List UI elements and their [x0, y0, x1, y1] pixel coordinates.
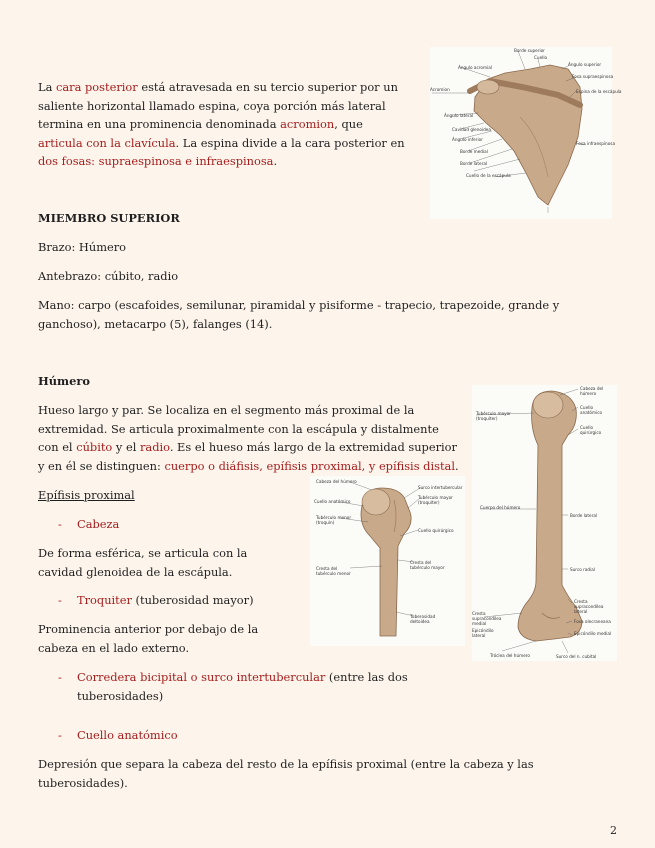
proximal-label-1: Surco intertubercular: [418, 485, 463, 490]
proximal-label-0: Cabeza del húmero: [316, 479, 357, 484]
troquiter-label: Troquiter: [77, 593, 132, 607]
scapula-label-9: Ángulo inferior: [452, 137, 483, 142]
proximal-label-2: Cuello anatómico: [314, 499, 351, 504]
scapula-label-4: Cuello: [534, 55, 548, 60]
page-number: 2: [610, 824, 617, 837]
scapula-label-6: Acromion: [430, 87, 450, 92]
corredera-line: Corredera bicipital o surco intertubercular (entre las dos tuberosidades): [77, 670, 408, 703]
proximal-label-5: Cuello quirúrgico: [418, 528, 454, 533]
full-label-2: Cuello anatómico: [580, 405, 603, 415]
full-label-8: Fosa olecraneana: [574, 619, 611, 624]
proximal-label-3: Tubérculo mayor (troquíter): [418, 495, 453, 505]
term-cara-posterior: cara posterior: [55, 80, 138, 94]
scapula-label-13: Cuello de la escápula: [466, 173, 511, 178]
full-label-4: Cuerpo del húmero: [480, 505, 521, 510]
scapula-label-10: Borde medial: [460, 149, 488, 154]
cuello-desc: Depresión que separa la cabeza del resto de la epífisis proximal (entre la cabeza y las tuberosidades).: [38, 757, 534, 790]
scapula-label-11: Borde lateral: [460, 161, 488, 166]
bullet-corredera: -: [58, 670, 62, 684]
intro-paragraph: La cara posterior está atravesada en su tercio superior por un saliente horizontal llamado espina, coya porción más lateral termina en una prominencia denominada acromion, que articula con la clavícula. La espina divide a la cara posterior en dos fosas: supraespinosa e infraespinosa.: [38, 80, 405, 168]
cabeza-label: Cabeza: [77, 517, 120, 531]
limb-heading: MIEMBRO SUPERIOR: [38, 211, 180, 225]
epifisis-proximal-heading: Epífisis proximal: [38, 488, 135, 502]
full-label-10: Epicóndilo lateral: [472, 628, 494, 638]
full-label-13: Cresta supracondílea medial: [472, 611, 502, 626]
full-label-7: Cresta supracondílea lateral: [574, 599, 604, 614]
full-label-3: Cuello quirúrgico: [580, 425, 602, 435]
term-articula-clavicula: articula con la clavícula: [38, 135, 176, 150]
term-radio: radio: [139, 440, 170, 454]
scapula-label-5: Espina de la escápula: [576, 89, 622, 94]
humerus-heading: Húmero: [38, 374, 90, 388]
scapula-label-7: Ángulo lateral: [444, 113, 474, 118]
humerus-paragraph: Hueso largo y par. Se localiza en el segmento más proximal de la extremidad. Se articula proximalmente con la escápula y distalmente con el cúbito y el radio. Es el hueso más largo de la extremidad superior y en él se distinguen: cuerpo o diáfisis, epífisis proximal, y epífisis distal.: [38, 403, 459, 473]
cuello-label: Cuello anatómico: [77, 728, 178, 742]
bullet-cuello: -: [58, 728, 62, 742]
scapula-label-0: Ángulo acromial: [458, 65, 492, 70]
term-cubito: cúbito: [76, 440, 113, 454]
full-label-12: Surco del n. cubital: [556, 654, 597, 659]
limb-arm: Brazo: Húmero: [38, 240, 127, 254]
term-acromion: acromion: [280, 117, 335, 131]
full-humerus-figure: [472, 385, 617, 661]
troquiter-desc: Prominencia anterior por debajo de la cabeza en el lado externo.: [38, 622, 259, 655]
full-label-9: Epicóndilo medial: [574, 631, 612, 636]
full-label-0: Cabeza del húmero: [580, 386, 604, 396]
term-dos-fosas: dos fosas: supraespinosa e infraespinosa: [38, 154, 274, 168]
scapula-label-12: Fosa infraespinosa: [576, 141, 616, 146]
troquiter-line: Troquiter (tuberosidad mayor): [77, 593, 254, 607]
scapula-label-1: Borde superior: [514, 48, 545, 53]
scapula-label-8: Cavidad glenoidea: [452, 127, 491, 132]
cabeza-desc: De forma esférica, se articula con la cavidad glenoidea de la escápula.: [38, 546, 248, 579]
scapula-label-2: Ángulo superior: [568, 62, 602, 67]
bullet-cabeza: -: [58, 517, 62, 531]
proximal-label-8: Tuberosidad deltoidea: [410, 614, 436, 624]
full-label-5: Borde lateral: [570, 513, 598, 518]
limb-hand: Mano: carpo (escafoides, semilunar, piramidal y pisiforme - trapecio, trapezoide, grande y ganchoso), metacarpo (5), falanges (14).: [38, 298, 560, 331]
bullet-troquiter: -: [58, 593, 62, 607]
proximal-label-6: Cresta del tubérculo mayor: [410, 560, 445, 570]
full-label-6: Surco radial: [570, 567, 595, 572]
scapula-label-3: Fosa supraespinosa: [572, 74, 614, 79]
scapula-drawing: [430, 47, 612, 219]
full-label-1: Tubérculo mayor (troquíter): [476, 411, 511, 421]
proximal-label-4: Tubérculo menor (troquín): [316, 515, 352, 525]
scapula-figure: [430, 47, 622, 219]
limb-forearm: Antebrazo: cúbito, radio: [38, 269, 179, 283]
corredera-label: Corredera bicipital o surco intertubercular: [77, 670, 326, 684]
proximal-label-7: Cresta del tubérculo menor: [316, 566, 351, 576]
term-partes-humero: cuerpo o diáfisis, epífisis proximal, y epífisis distal: [164, 458, 455, 473]
full-label-11: Tróclea del húmero: [490, 653, 530, 658]
proximal-humerus-figure: [310, 476, 465, 646]
